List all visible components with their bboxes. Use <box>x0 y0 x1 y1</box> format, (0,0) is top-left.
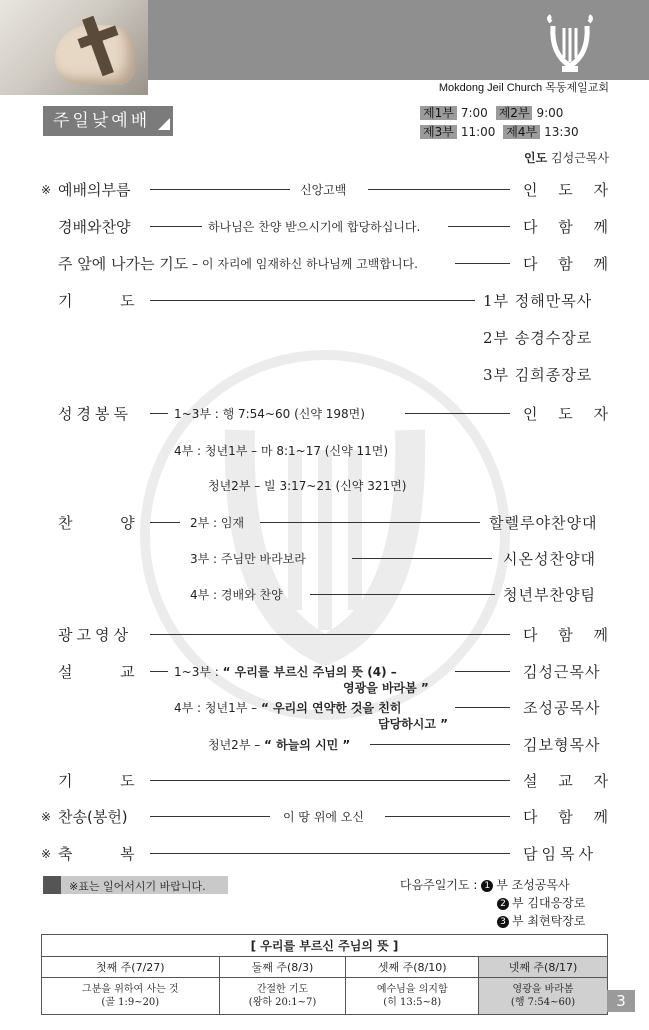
table-row <box>42 957 608 978</box>
sermon-series-table <box>41 934 608 1015</box>
scripture-line-3: 청년2부 – 빌 3:17~21 (신약 321면) <box>208 479 407 493</box>
leader-line <box>368 189 510 190</box>
service-times <box>420 104 583 142</box>
leader-line <box>310 594 495 595</box>
leader-line <box>448 226 510 227</box>
series-topic: 예수님을 의지함 <box>376 984 448 995</box>
prayer-leader-3: 3부 김희종장로 <box>483 366 593 384</box>
leader-name: 김성근목사 <box>551 151 609 165</box>
leader-line <box>150 634 510 635</box>
prayer-leader-2: 2부 송경수장로 <box>483 329 593 347</box>
series-week: 셋째 주(8/10) <box>346 957 479 978</box>
service-time: 7:00 <box>460 106 488 120</box>
leader-line <box>150 816 270 817</box>
leader-label: 인도 <box>524 151 548 165</box>
leader-line <box>150 853 510 854</box>
service-tag: 제2부 <box>496 106 533 120</box>
standing-mark: ※ <box>41 847 52 861</box>
sermon-title-1-cont: 영광을 바라봄 ” <box>343 681 429 695</box>
sermon-title-1: “ 우리를 부르신 주님의 뜻 (4) – <box>222 665 397 679</box>
order-detail-confession: – 이 자리에 임재하신 하나님께 고백합니다. <box>192 257 418 271</box>
next-week-prayer <box>400 876 585 930</box>
leader-line <box>352 558 492 559</box>
leader-line <box>150 189 290 190</box>
sermon-service-3: 청년2부 – <box>208 738 265 752</box>
standing-note <box>43 876 228 894</box>
series-week: 첫째 주(7/27) <box>42 957 220 978</box>
anthem-line-2: 3부 : 주님만 바라보라 <box>190 552 306 566</box>
leader-line <box>150 780 510 781</box>
leader-line <box>150 671 168 672</box>
sermon-line-3 <box>208 736 350 753</box>
choir-1: 할렐루야찬양대 <box>489 514 598 532</box>
anthem-line-3: 4부 : 경배와 찬양 <box>190 588 283 602</box>
standing-mark: ※ <box>41 183 52 197</box>
leader-line <box>370 744 510 745</box>
order-role-benediction: 담임목사 <box>523 845 597 863</box>
order-role-offering: 다 함 께 <box>523 808 617 826</box>
next-prayer-item: 부 조성공목사 <box>496 878 570 892</box>
scripture-line-1: 1~3부 : 행 7:54~60 (신약 198면) <box>174 407 365 421</box>
leader-line <box>150 300 475 301</box>
order-label-closing-prayer: 기 도 <box>58 772 135 790</box>
sermon-line-1 <box>174 663 397 680</box>
standing-mark: ※ <box>41 810 52 824</box>
order-label-praise: 경배와찬양 <box>58 218 131 236</box>
title-corner-decoration <box>158 118 170 130</box>
table-row <box>42 935 608 957</box>
order-role-announcements: 다 함 께 <box>523 626 617 644</box>
leader-line <box>455 263 510 264</box>
next-prayer-item: 부 김대응장로 <box>512 896 586 910</box>
leader-line <box>150 413 168 414</box>
church-name: Mokdong Jeil Church 목동제일교회 <box>438 82 609 94</box>
sermon-service-1: 1~3부 : <box>174 665 223 679</box>
order-detail-call: 신앙고백 <box>300 183 347 197</box>
praying-hands-photo <box>0 0 148 95</box>
next-prayer-item: 부 최현탁장로 <box>512 914 586 928</box>
service-tag: 제4부 <box>503 125 540 139</box>
preacher-3: 김보형목사 <box>523 736 601 754</box>
series-cell <box>42 978 220 1015</box>
service-time: 9:00 <box>536 106 564 120</box>
preacher-1: 김성근목사 <box>523 663 601 681</box>
order-label-offering: 찬송(봉헌) <box>58 808 128 826</box>
page-number: 3 <box>607 990 635 1012</box>
scripture-line-2: 4부 : 청년1부 – 마 8:1~17 (신약 11면) <box>174 444 389 458</box>
series-cell <box>346 978 479 1015</box>
order-label-anthem: 찬 양 <box>58 514 135 532</box>
leader-line <box>150 226 202 227</box>
series-ref: (히 13:5~8) <box>383 997 442 1008</box>
offering-hymn: 이 땅 위에 오신 <box>283 810 364 824</box>
page-title: 주일낮예배 <box>43 106 173 136</box>
number-circle-icon: 2 <box>497 898 509 910</box>
sermon-service-2: 4부 : 청년1부 – <box>174 701 261 715</box>
standing-note-text: ※표는 일어서시기 바랍니다. <box>69 880 206 893</box>
series-week: 둘째 주(8/3) <box>219 957 346 978</box>
order-label-sermon: 설 교 <box>58 663 135 681</box>
order-label-confession: 주 앞에 나가는 기도 <box>58 255 189 273</box>
order-role-scripture: 인 도 자 <box>523 405 617 423</box>
number-circle-icon: 1 <box>481 880 493 892</box>
table-row <box>42 978 608 1015</box>
leader-line <box>150 522 180 523</box>
prayer-leader-1: 1부 정해만목사 <box>483 292 593 310</box>
service-time: 11:00 <box>460 125 496 139</box>
order-label-benediction: 축 복 <box>58 845 135 863</box>
order-label-announcements: 광고영상 <box>58 626 132 644</box>
sermon-title-2: “ 우리의 연약한 것을 친히 <box>260 701 402 715</box>
anthem-line-1: 2부 : 임재 <box>190 516 245 530</box>
order-detail-praise: 하나님은 찬양 받으시기에 합당하십니다. <box>208 220 421 234</box>
series-ref: (골 1:9~20) <box>101 997 160 1008</box>
series-topic: 영광을 바라봄 <box>512 984 574 995</box>
order-label-prayer: 기 도 <box>58 292 135 310</box>
order-role-call: 인 도 자 <box>523 181 617 199</box>
order-label-call: 예배의부름 <box>58 181 131 199</box>
sermon-title-3: “ 하늘의 시민 ” <box>264 738 351 752</box>
order-role-praise: 다 함 께 <box>523 218 617 236</box>
series-cell-current <box>479 978 608 1015</box>
service-tag: 제1부 <box>420 106 457 120</box>
worship-leader <box>524 149 609 166</box>
number-circle-icon: 3 <box>497 916 509 928</box>
order-label-scripture: 성경봉독 <box>58 405 132 423</box>
order-role-confession: 다 함 께 <box>523 255 617 273</box>
series-ref: (왕하 20:1~7) <box>248 997 317 1008</box>
choir-2: 시온성찬양대 <box>503 550 596 568</box>
lyre-logo-icon <box>545 14 595 74</box>
note-square-icon <box>43 876 61 894</box>
sermon-title-2-cont: 담당하시고 ” <box>378 717 449 731</box>
preacher-2: 조성공목사 <box>523 699 601 717</box>
series-ref: (행 7:54~60) <box>510 997 576 1008</box>
series-week-current: 넷째 주(8/17) <box>479 957 608 978</box>
service-tag: 제3부 <box>420 125 457 139</box>
series-topic: 간절한 기도 <box>256 984 309 995</box>
next-prayer-label: 다음주일기도 : <box>400 878 478 892</box>
leader-line <box>455 707 510 708</box>
leader-line <box>260 522 480 523</box>
sermon-line-2 <box>174 699 401 716</box>
series-title: [ 우리를 부르신 주님의 뜻 ] <box>42 935 608 957</box>
leader-line <box>405 413 510 414</box>
leader-line <box>385 816 510 817</box>
series-cell <box>219 978 346 1015</box>
service-time: 13:30 <box>544 125 579 139</box>
order-role-closing-prayer: 설 교 자 <box>523 772 617 790</box>
series-topic: 그분을 위하여 사는 것 <box>82 984 179 995</box>
choir-3: 청년부찬양팀 <box>503 586 596 604</box>
leader-line <box>455 671 510 672</box>
